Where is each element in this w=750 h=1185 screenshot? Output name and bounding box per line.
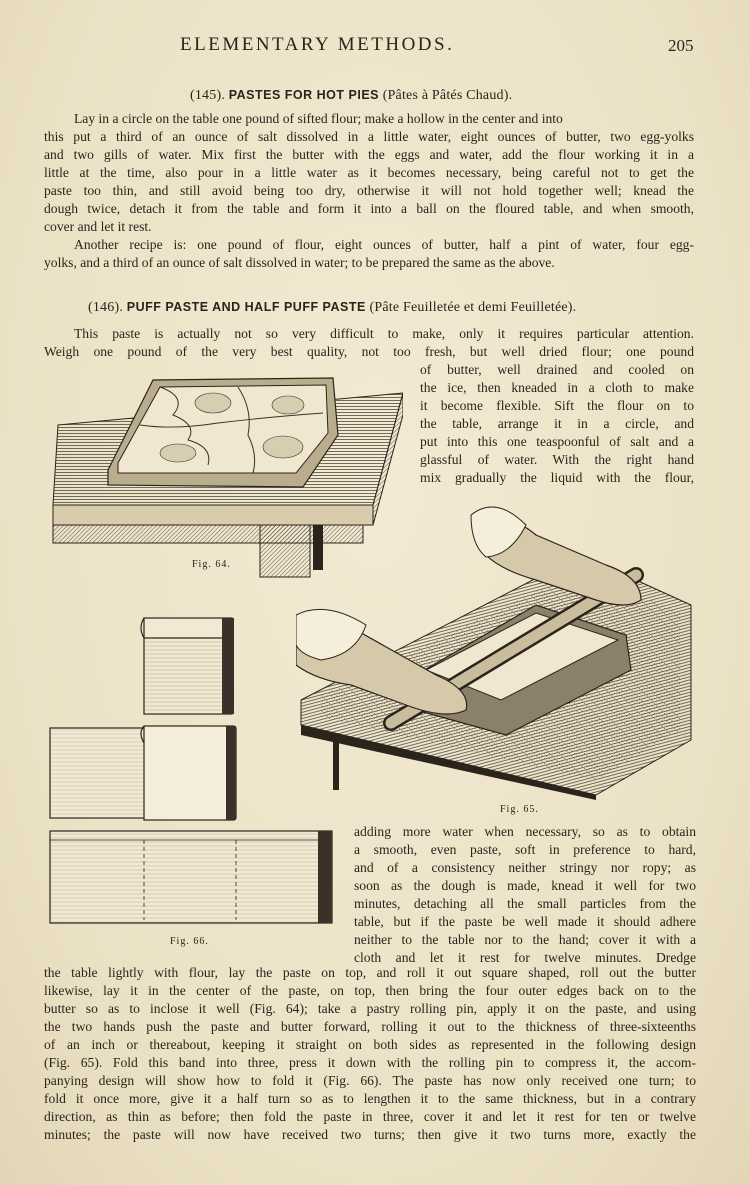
text-line: the ice, then kneaded in a cloth to make xyxy=(420,380,694,395)
text-line: the two hands push the paste and butter forward, rolling it out to the thickness of three-sixteenths xyxy=(44,1019,696,1034)
text-line: the table lightly with flour, lay the paste on top, and roll it out square shaped, roll out the butter xyxy=(44,965,696,980)
text-line: dough twice, detach it from the table and form it into a ball on the floured table, and when smooth, xyxy=(44,201,694,216)
text-line: it become flexible. Sift the flour on to xyxy=(420,398,694,413)
text-line: butter so as to inclose it well (Fig. 64); take a pastry rolling pin, apply it on the paste, and using xyxy=(44,1001,696,1016)
text-line: of butter, well drained and cooled on xyxy=(420,362,694,377)
text-line: adding more water when necessary, so as to obtain xyxy=(354,824,696,839)
text-line: direction, as thin as before; then fold the paste in three, cover it and let it rest for ten or twelve xyxy=(44,1109,696,1124)
text-line: minutes; the paste will now have received two turns; then give it two turns more, exactly the xyxy=(44,1127,696,1142)
figure-64-caption: Fig. 64. xyxy=(192,559,231,570)
text-line: Lay in a circle on the table one pound of sifted flour; make a hollow in the center and into xyxy=(74,111,563,126)
section-145-heading xyxy=(190,88,512,104)
text-line: the table, arrange it in a circle, and xyxy=(420,416,694,431)
text-line: yolks, and a third of an ounce of salt dissolved in water; to be prepared the same as the above. xyxy=(44,255,555,270)
text-line: minutes, detaching all the small particles from the xyxy=(354,896,696,911)
page-number: 205 xyxy=(668,36,694,55)
text-line: little at the time, also pour in a little water as it becomes necessary, being careful not to get the xyxy=(44,165,694,180)
text-line: soon as the dough is made, knead it well for two xyxy=(354,878,696,893)
figure-65-illustration xyxy=(296,495,696,800)
text-line: panying design will show how to fold it (Fig. 66). The paste has now only received one turn; to xyxy=(44,1073,696,1088)
text-line: This paste is actually not so very difficult to make, only it requires particular attention. xyxy=(74,326,694,341)
text-line: paste too thin, and still avoid being too dry, otherwise it will not hold together well; knead the xyxy=(44,183,694,198)
section-146-french: (Pâte Feuilletée et demi Feuilletée). xyxy=(369,300,577,315)
text-line: and two gills of water. Mix first the butter with the eggs and water, add the flour working it in a xyxy=(44,147,694,162)
figure-65-caption: Fig. 65. xyxy=(500,804,539,815)
text-line: of an inch or thereabout, keeping it straight on both sides as represented in the following design xyxy=(44,1037,696,1052)
text-line: a smooth, even paste, soft in preference to hard, xyxy=(354,842,696,857)
text-line: put into this one teaspoonful of salt and a xyxy=(420,434,694,449)
text-line: table, but if the paste be well made it should adhere xyxy=(354,914,696,929)
text-line: neither to the table nor to the hand; cover it with a xyxy=(354,932,696,947)
section-146-number: (146). xyxy=(88,300,124,315)
section-146-title: PUFF PASTE AND HALF PUFF PASTE xyxy=(126,300,366,314)
section-146-heading xyxy=(88,300,576,316)
text-line: cover and let it rest. xyxy=(44,219,152,234)
figure-66-caption: Fig. 66. xyxy=(170,936,209,947)
text-line: glassful of water. With the right hand xyxy=(420,452,694,467)
text-line: mix gradually the liquid with the flour, xyxy=(420,470,694,485)
text-line: (Fig. 65). Fold this band into three, press it down with the rolling pin to compress it, the accom- xyxy=(44,1055,696,1070)
running-header: ELEMENTARY METHODS. xyxy=(180,34,455,55)
section-145-french: (Pâtes à Pâtés Chaud). xyxy=(382,88,513,103)
text-line: Weigh one pound of the very best quality, not too fresh, but well dried flour; one pound xyxy=(44,344,694,359)
section-145-number: (145). xyxy=(190,88,226,103)
section-145-title: PASTES FOR HOT PIES xyxy=(228,88,379,102)
text-line: and of a consistency neither stringy nor ropy; as xyxy=(354,860,696,875)
text-line: this put a third of an ounce of salt dissolved in a little water, eight ounces of butter, two egg-yolks xyxy=(44,129,694,144)
text-line: Another recipe is: one pound of flour, eight ounces of butter, half a pint of water, four egg- xyxy=(74,237,694,252)
text-line: likewise, lay it in the center of the paste, on top, then bring the four outer edges back on to the xyxy=(44,983,696,998)
text-line: fold it once more, give it a half turn so as to lengthen it to the same thickness, but in a contrary xyxy=(44,1091,696,1106)
text-line: cloth and let it rest for twelve minutes. Dredge xyxy=(354,950,696,965)
figure-66-illustration xyxy=(46,608,338,926)
